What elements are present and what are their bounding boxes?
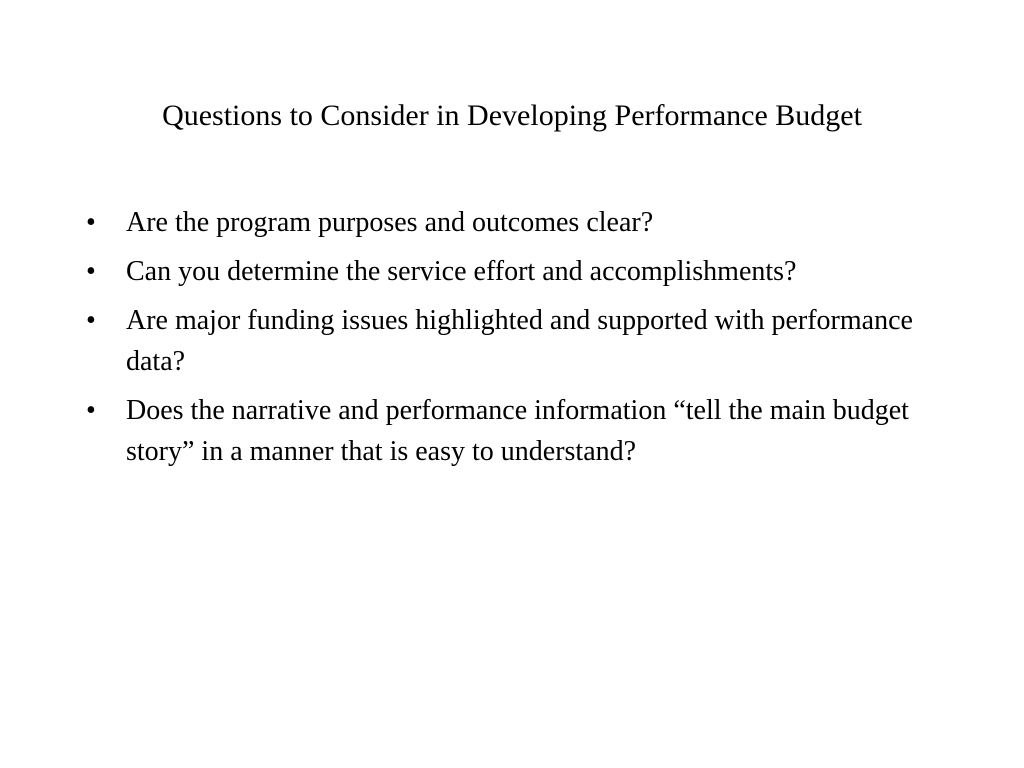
bullet-list [86, 202, 946, 480]
slide-title: Questions to Consider in Developing Performance Budget [162, 99, 862, 132]
bullet-icon: • [86, 256, 96, 287]
bullet-icon: • [86, 305, 96, 336]
bullet-icon: • [86, 395, 96, 426]
bullet-text: Are the program purposes and outcomes clear? [126, 207, 654, 238]
bullet-text: Are major funding issues highlighted and supported with performance data? [126, 305, 913, 377]
bullet-item [86, 202, 946, 243]
bullet-text: Can you determine the service effort and accomplishments? [126, 256, 797, 287]
bullet-item [86, 390, 946, 472]
bullet-item [86, 300, 946, 382]
bullet-text: Does the narrative and performance information “tell the main budget story” in a manner that is easy to understand? [126, 395, 909, 467]
bullet-item [86, 251, 946, 292]
bullet-icon: • [86, 207, 96, 238]
